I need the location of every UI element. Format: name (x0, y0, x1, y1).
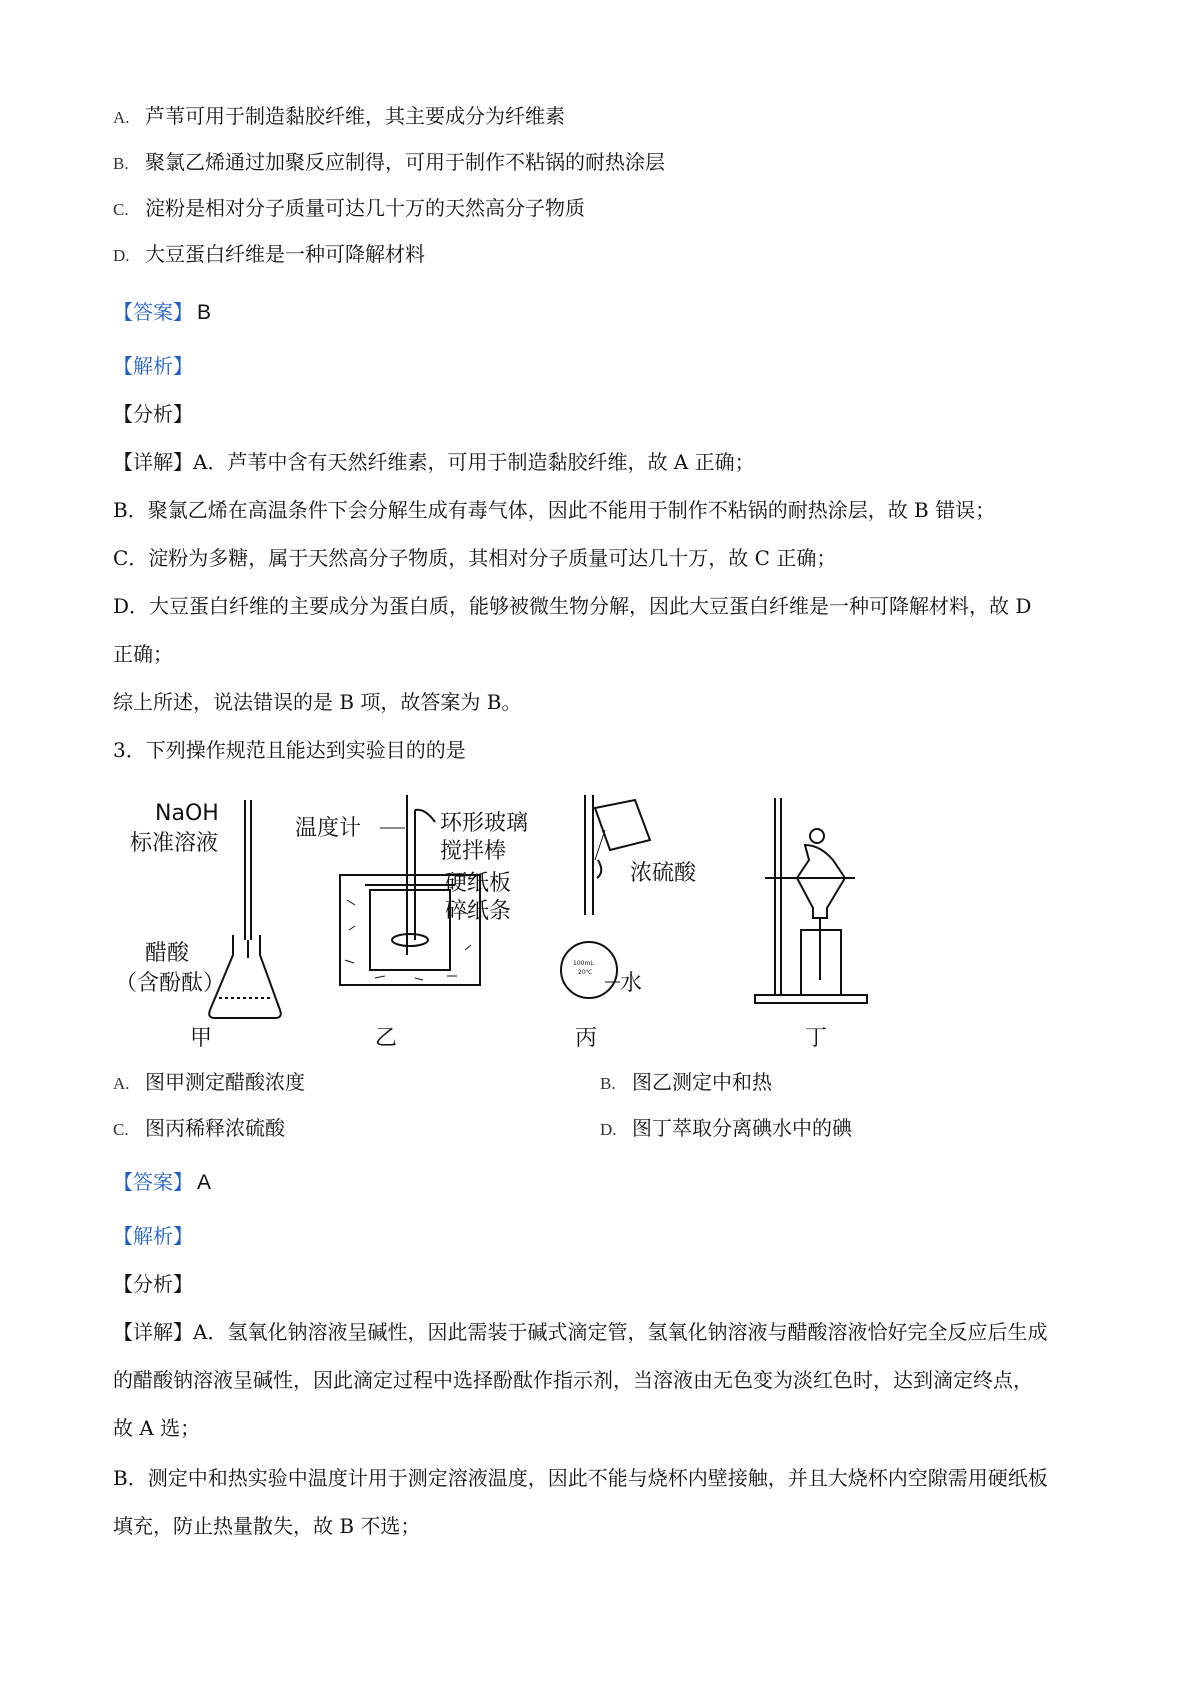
figure-ding (755, 798, 867, 1003)
caption-bing: 丙 (575, 1026, 598, 1050)
q2-detail-line-6: 综上所述，说法错误的是 B 项，故答案为 B。 (113, 690, 522, 714)
figure-bing (561, 795, 697, 998)
q3-detail-line-2: 的醋酸钠溶液呈碱性，因此滴定过程中选择酚酞作指示剂，当溶液由无色变为淡红色时，达到滴定终点， (113, 1368, 1033, 1392)
option-key: D. (600, 1120, 617, 1139)
option-key: C. (113, 200, 129, 219)
q3-detail-line-1 (113, 1322, 1047, 1342)
jia-label-phenol: （含酚酞） (115, 971, 226, 996)
detail-text: A．芦苇中含有天然纤维素，可用于制造黏胶纤维，故 A 正确； (193, 450, 755, 474)
option-text: 图甲测定醋酸浓度 (145, 1070, 305, 1094)
option-key: A. (113, 108, 130, 127)
yi-label-ring: 环形玻璃 (440, 811, 529, 836)
caption-ding: 丁 (805, 1026, 828, 1050)
answer-value: B (197, 301, 212, 324)
bing-label-water: 水 (620, 971, 643, 996)
q2-analysis-tag (113, 356, 193, 376)
caption-yi: 乙 (375, 1026, 398, 1050)
option-text: 芦苇可用于制造黏胶纤维，其主要成分为纤维素 (145, 104, 565, 128)
q2-fenxi: 【分析】 (113, 402, 193, 426)
q2-detail-line-5: 正确； (113, 642, 173, 666)
q2-option-c (113, 198, 585, 218)
q3-option-a (113, 1072, 305, 1092)
q2-answer (113, 302, 211, 323)
q3-stem: 3．下列操作规范且能达到实验目的的是 (113, 738, 466, 762)
jia-label-naoh: NaOH (155, 801, 219, 826)
q3-detail-line-3: 故 A 选； (113, 1416, 201, 1440)
option-text: 图丁萃取分离碘水中的碘 (632, 1116, 852, 1140)
q3-option-b (600, 1072, 772, 1092)
option-text: 淀粉是相对分子质量可达几十万的天然高分子物质 (145, 196, 585, 220)
q2-detail-line-3: C．淀粉为多糖，属于天然高分子物质，其相对分子质量可达几十万，故 C 正确； (113, 546, 837, 570)
option-text: 图丙稀释浓硫酸 (145, 1116, 285, 1140)
q3-analysis-tag (113, 1226, 193, 1246)
q2-option-a (113, 106, 565, 126)
analysis-tag: 【解析】 (113, 1224, 193, 1248)
yi-label-paper: 碎纸条 (445, 899, 512, 924)
answer-tag: 【答案】 (113, 300, 193, 324)
q2-detail-line-4: D．大豆蛋白纤维的主要成分为蛋白质，能够被微生物分解，因此大豆蛋白纤维是一种可降解材料，故 D (113, 594, 1032, 618)
figure-yi (295, 795, 528, 985)
q3-fenxi: 【分析】 (113, 1272, 193, 1296)
option-key: C. (113, 1120, 129, 1139)
q2-option-d (113, 244, 425, 264)
option-key: D. (113, 246, 130, 265)
option-key: B. (113, 154, 129, 173)
bing-flask-volume: 100mL (573, 960, 594, 967)
option-text: 图乙测定中和热 (632, 1070, 772, 1094)
yi-label-board: 硬纸板 (445, 871, 512, 896)
bing-label-acid: 浓硫酸 (630, 861, 697, 886)
analysis-tag: 【解析】 (113, 354, 193, 378)
q2-detail-line-1 (113, 452, 755, 472)
jia-label-standard: 标准溶液 (130, 831, 219, 856)
option-key: B. (600, 1074, 616, 1093)
q3-answer (113, 1172, 211, 1193)
figure-jia (115, 800, 281, 1018)
option-text: 大豆蛋白纤维是一种可降解材料 (145, 242, 425, 266)
answer-value: A (197, 1171, 212, 1194)
option-text: 聚氯乙烯通过加聚反应制得，可用于制作不粘锅的耐热涂层 (145, 150, 665, 174)
q3-apparatus-figure (115, 790, 1015, 1050)
q3-detail-line-4: B．测定中和热实验中温度计用于测定溶液温度，因此不能与烧杯内壁接触，并且大烧杯内空隙需用硬纸板 (113, 1466, 1048, 1490)
q3-option-d (600, 1118, 852, 1138)
answer-tag: 【答案】 (113, 1170, 193, 1194)
bing-flask-temp: 20℃ (578, 969, 593, 976)
q3-detail-line-5: 填充，防止热量散失，故 B 不选； (113, 1514, 421, 1538)
detail-text: A．氢氧化钠溶液呈碱性，因此需装于碱式滴定管，氢氧化钠溶液与醋酸溶液恰好完全反应后生成 (193, 1320, 1048, 1344)
option-key: A. (113, 1074, 130, 1093)
caption-jia: 甲 (190, 1026, 213, 1050)
jia-label-acetic: 醋酸 (145, 941, 190, 966)
yi-label-stir: 搅拌棒 (440, 839, 507, 864)
q2-option-b (113, 152, 665, 172)
detail-tag: 【详解】 (113, 450, 193, 474)
q2-detail-line-2: B．聚氯乙烯在高温条件下会分解生成有毒气体，因此不能用于制作不粘锅的耐热涂层，故 B 错误； (113, 498, 996, 522)
yi-label-thermometer: 温度计 (295, 816, 362, 841)
detail-tag: 【详解】 (113, 1320, 193, 1344)
q3-option-c (113, 1118, 285, 1138)
